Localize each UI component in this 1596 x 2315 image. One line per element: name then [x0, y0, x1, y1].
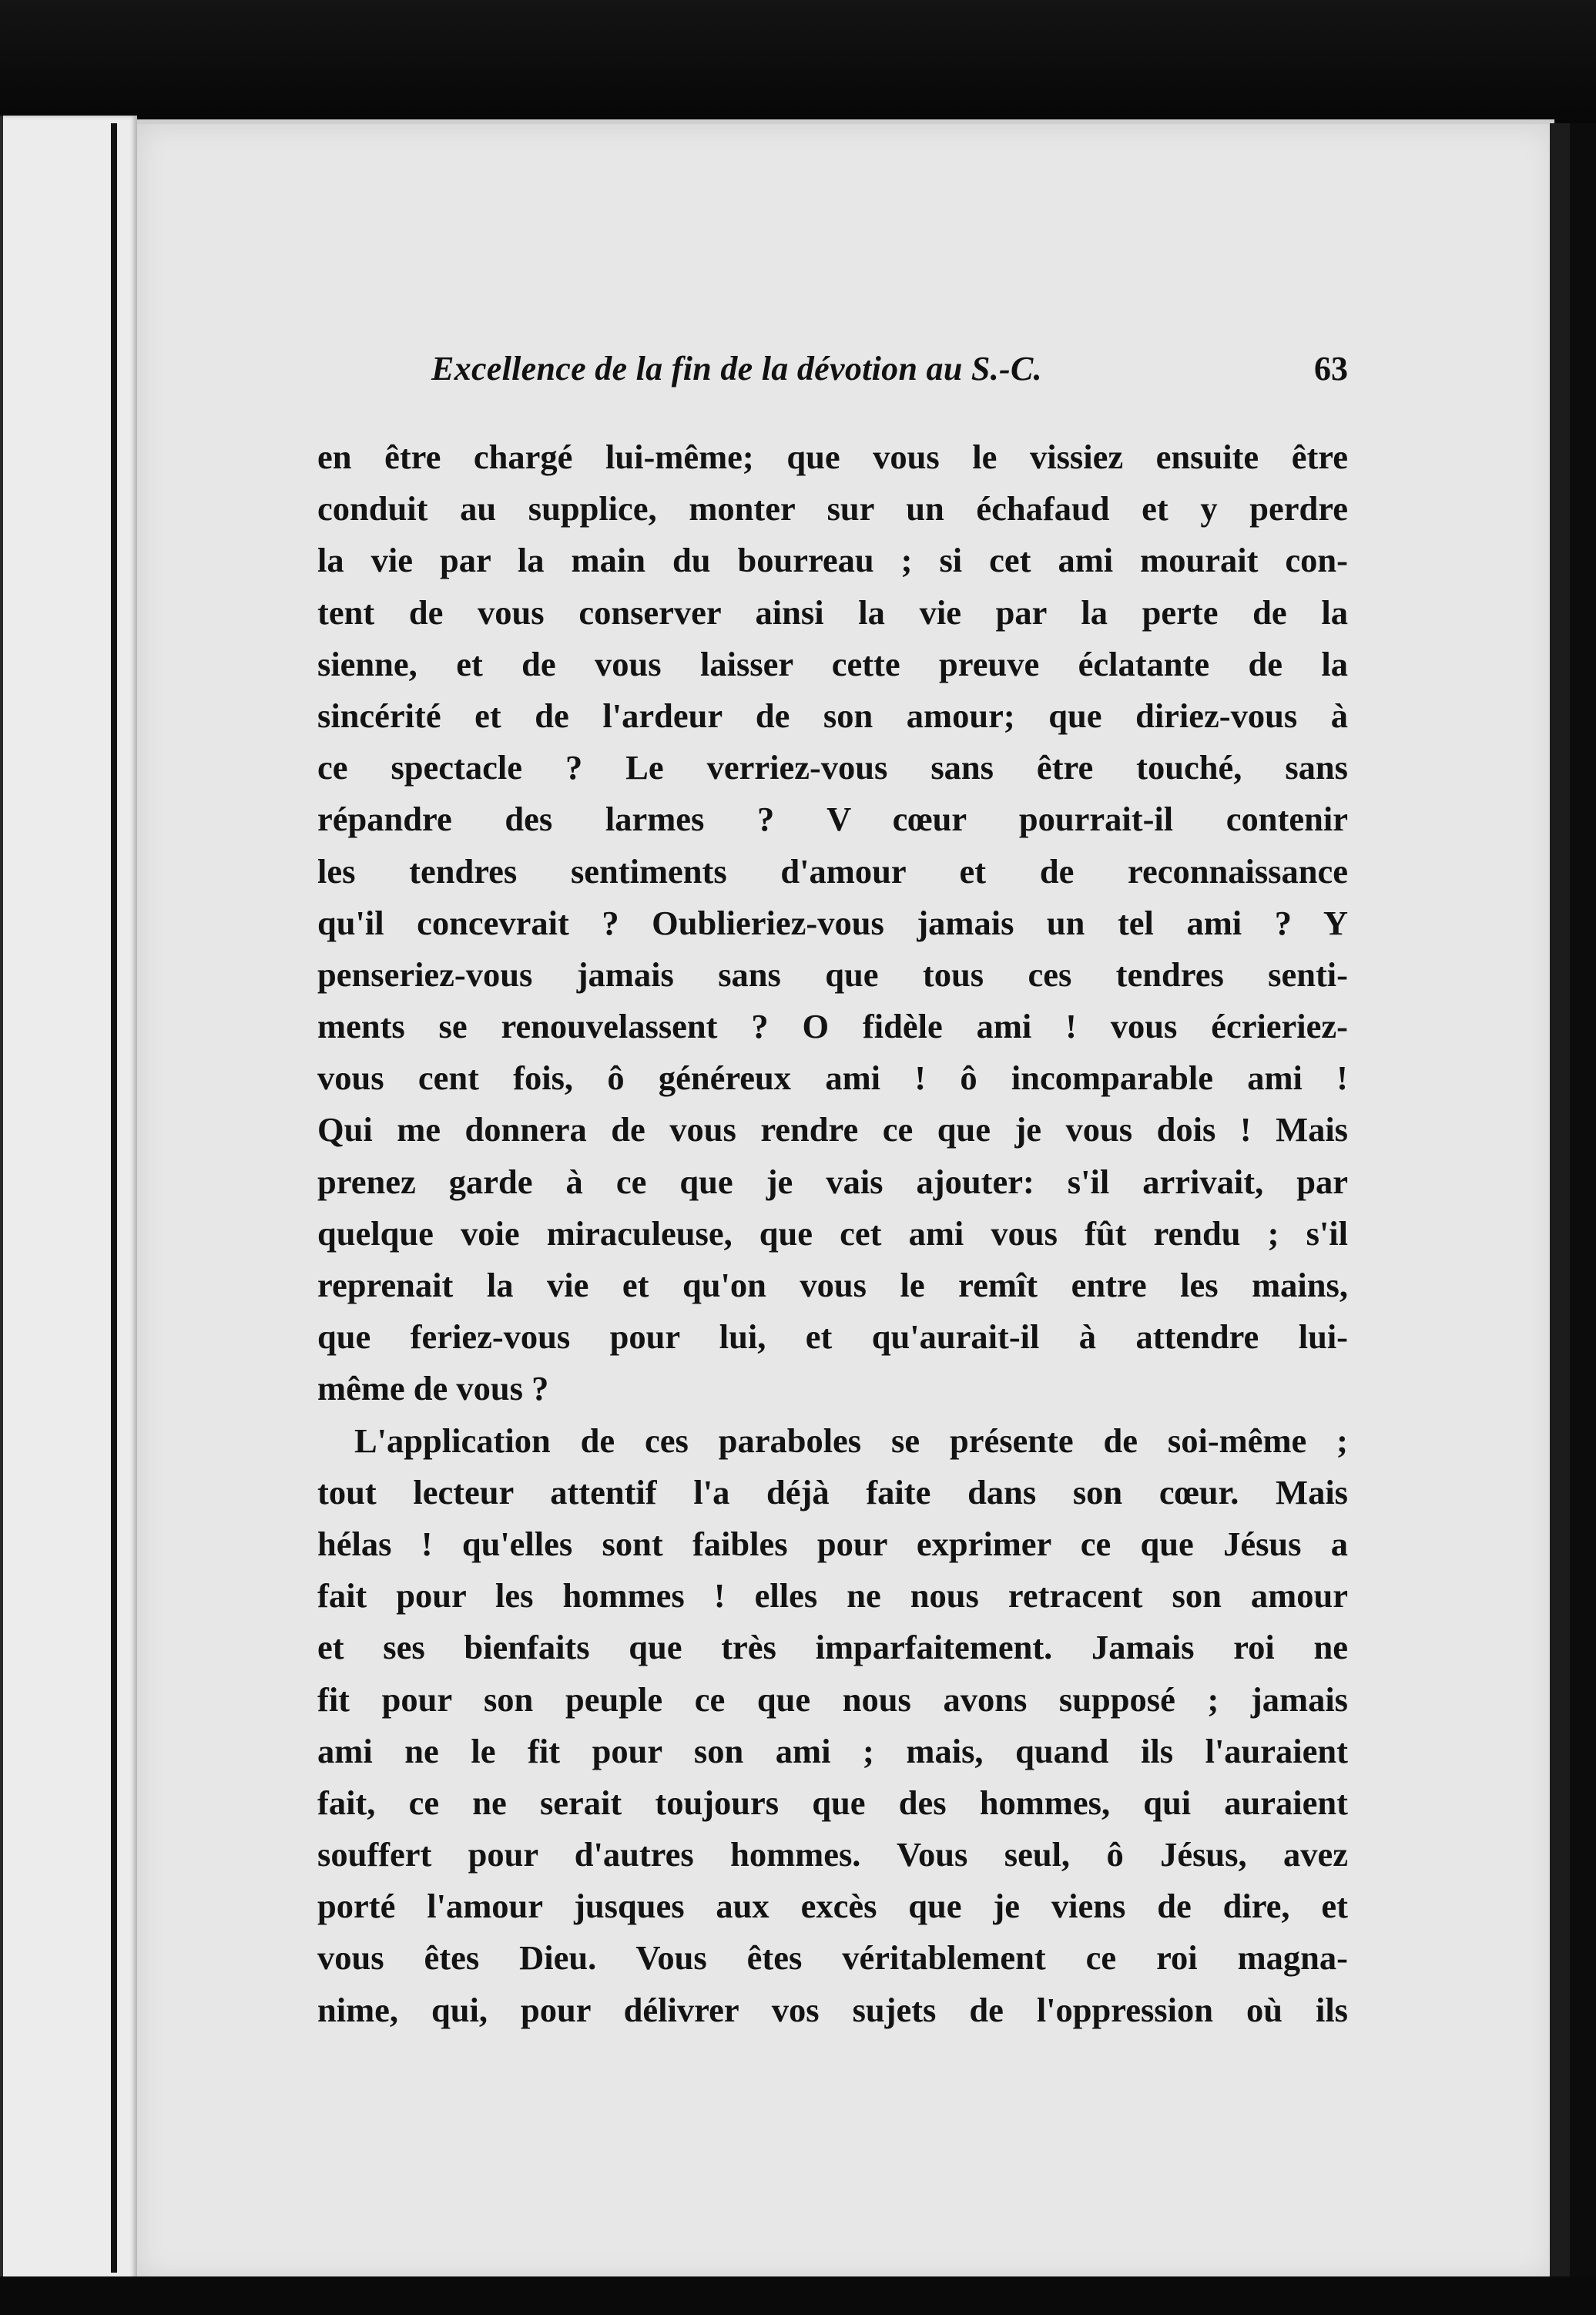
text-line: quelque voie miraculeuse, que cet ami vous fût rendu ; s'il [317, 1213, 1348, 1253]
text-line: la vie par la main du bourreau ; si cet ami mourait con- [317, 541, 1348, 580]
text-line: tout lecteur attentif l'a déjà faite dans son cœur. Mais [317, 1472, 1348, 1511]
page-number: 63 [1314, 350, 1348, 388]
text-line: porté l'amour jusques aux excès que je viens de dire, et [317, 1887, 1348, 1926]
body-text [317, 431, 1348, 2036]
facing-page-outer-edge [0, 116, 3, 2280]
page-header [431, 343, 1348, 404]
page-right-edge [1550, 123, 1570, 2280]
scan-background-top [0, 0, 1596, 123]
scan-background-bottom [0, 2276, 1596, 2315]
text-line: et ses bienfaits que très imparfaitement. Jamais roi ne [317, 1628, 1348, 1667]
text-line: nime, qui, pour délivrer vos sujets de l'oppression où ils [317, 1990, 1348, 2029]
text-line: Qui me donnera de vous rendre ce que je vous dois ! Mais [317, 1110, 1348, 1149]
text-line: les tendres sentiments d'amour et de reconnaissance [317, 851, 1348, 891]
text-line: L'application de ces paraboles se présente de soi-même ; [354, 1421, 1348, 1460]
paragraph [317, 431, 1348, 1415]
text-line: que feriez-vous pour lui, et qu'aurait-il à attendre lui- [317, 1317, 1348, 1357]
text-line: vous cent fois, ô généreux ami ! ô incomparable ami ! [317, 1059, 1348, 1098]
text-line: vous êtes Dieu. Vous êtes véritablement ce roi magna- [317, 1938, 1348, 1978]
text-line: reprenait la vie et qu'on vous le remît entre les mains, [317, 1266, 1348, 1304]
text-line: souffert pour d'autres hommes. Vous seul, ô Jésus, avez [317, 1835, 1348, 1874]
text-line: prenez garde à ce que je vais ajouter: s'il arrivait, par [317, 1162, 1348, 1201]
text-line: tent de vous conserver ainsi la vie par la perte de la [317, 592, 1348, 632]
text-line: fait, ce ne serait toujours que des hommes, qui auraient [317, 1783, 1348, 1822]
text-line: penseriez-vous jamais sans que tous ces tendres senti- [317, 955, 1348, 994]
text-line: répandre des larmes ? V cœur pourrait-il contenir [317, 800, 1348, 839]
text-line: hélas ! qu'elles sont faibles pour exprimer ce que Jésus a [317, 1524, 1348, 1563]
paragraph [317, 1415, 1348, 2036]
text-line: conduit au supplice, monter sur un échafaud et y perdre [317, 489, 1348, 528]
text-line: même de vous ? [317, 1369, 549, 1408]
text-line: ments se renouvelassent ? O fidèle ami ! vous écrieriez- [317, 1007, 1348, 1046]
text-line: sincérité et de l'ardeur de son amour; que diriez-vous à [317, 696, 1348, 735]
text-line: qu'il concevrait ? Oublieriez-vous jamais un tel ami ? Y [317, 903, 1348, 942]
text-line: fit pour son peuple ce que nous avons supposé ; jamais [317, 1679, 1348, 1719]
text-line: fait pour les hommes ! elles ne nous retracent son amour [317, 1576, 1348, 1615]
text-line: ce spectacle ? Le verriez-vous sans être touché, sans [317, 748, 1348, 787]
book-gutter-line [111, 123, 117, 2273]
text-line: ami ne le fit pour son ami ; mais, quand ils l'auraient [317, 1731, 1348, 1770]
text-line: en être chargé lui-même; que vous le vissiez ensuite être [317, 438, 1348, 476]
text-line: sienne, et de vous laisser cette preuve éclatante de la [317, 644, 1348, 683]
running-title: Excellence de la fin de la dévotion au S.-C. [431, 350, 1042, 388]
